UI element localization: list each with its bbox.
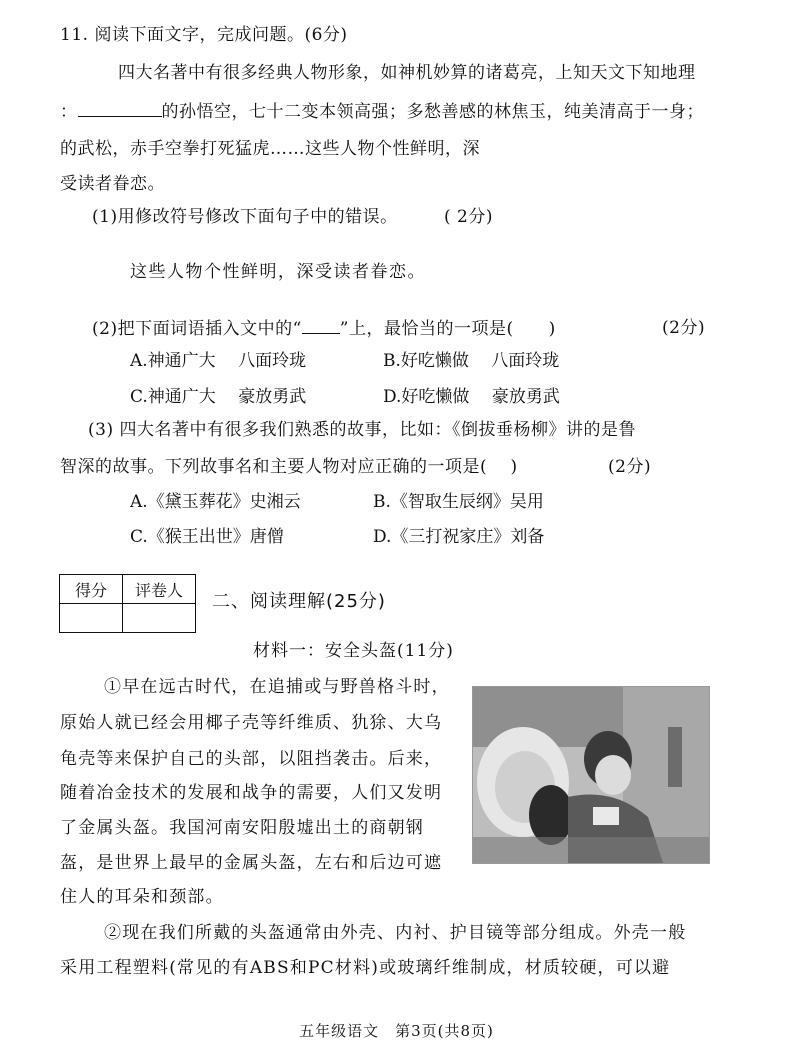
sub3-option-d[interactable]: D.《三打祝家庄》刘备 [373,527,545,547]
sub1-points: ( 2分) [444,207,493,227]
material-para-1-line-6: 盔，是世界上最早的金属头盔，左右和后边可遮 [60,853,443,873]
fill-blank-2[interactable] [302,317,340,334]
grader-cell[interactable] [123,604,196,633]
sub2-prompt-a: (2)把下面词语插入文中的“ [92,319,302,339]
sub3-option-b[interactable]: B.《智取生辰纲》吴用 [373,492,544,512]
sub2-prompt-b: ”上，最恰当的一项是( ) [339,319,556,339]
helmet-photo-illustration [473,687,709,863]
page-footer: 五年级语文 第3页(共8页) [299,1022,494,1040]
material-para-2-line-1: ②现在我们所戴的头盔通常由外壳、内衬、护目镜等部分组成。外壳一般 [104,923,687,943]
fill-blank-1[interactable] [78,100,162,117]
material-para-1-line-3: 龟壳等来保护自己的头部，以阻挡袭击。后来， [60,749,443,769]
q11-para-line-2-prefix: ： [60,102,78,122]
sub2-points: (2分) [662,318,706,338]
sub3-option-c[interactable]: C.《猴王出世》唐僧 [130,527,284,547]
sub2-option-a[interactable]: A.神通广大 八面玲珑 [130,351,307,371]
material-para-1-line-4: 随着冶金技术的发展和战争的需要，人们又发明 [60,783,443,803]
q11-para-line-3: 的武松，赤手空拳打死猛虎……这些人物个性鲜明，深 [60,139,480,159]
sub2-option-c[interactable]: C.神通广大 豪放勇武 [130,387,307,407]
material-para-1-line-7: 住人的耳朵和颈部。 [60,887,224,907]
sub2-option-b[interactable]: B.好吃懒做 八面玲珑 [383,351,560,371]
score-header: 得分 [60,575,123,604]
material-para-2-line-2: 采用工程塑料(常见的有ABS和PC材料)或玻璃纤维制成，材质较硬，可以避 [60,958,671,978]
sub1-prompt: (1)用修改符号修改下面句子中的错误。 [92,207,398,227]
sub3-line-1: (3) 四大名著中有很多我们熟悉的故事，比如：《倒拔垂杨柳》讲的是鲁 [88,420,636,440]
material-1-title: 材料一：安全头盔(11分) [253,641,454,661]
sub3-line-2: 智深的故事。下列故事名和主要人物对应正确的一项是( ) [60,457,518,477]
q11-para-line-2-suffix: 的孙悟空，七十二变本领高强；多愁善感的林焦玉，纯美清高于一身； [161,102,704,122]
sub1-sentence: 这些人物个性鲜明，深受读者眷恋。 [130,262,426,282]
material-para-1-line-1: ①早在远古时代，在追捕或与野兽格斗时， [104,677,450,697]
score-cell[interactable] [60,604,123,633]
sub3-points: (2分) [608,457,652,477]
sub2-prompt [92,317,556,340]
grader-header: 评卷人 [123,575,196,604]
sub3-option-a[interactable]: A.《黛玉葬花》史湘云 [130,492,301,512]
q11-para-line-1: 四大名著中有很多经典人物形象，如神机妙算的诸葛亮，上知天文下知地理 [118,63,696,83]
score-table [59,574,196,633]
q11-para-line-2 [60,100,704,123]
helmet-photo [472,686,710,864]
material-para-1-line-2: 原始人就已经会用椰子壳等纤维质、犰狳、大乌 [60,713,443,733]
sub2-option-d[interactable]: D.好吃懒做 豪放勇武 [383,387,560,407]
section-2-title: 二、阅读理解(25分) [212,591,386,612]
q11-para-line-4: 受读者眷恋。 [60,174,165,194]
question-11-header: 11. 阅读下面文字，完成问题。(6分) [60,25,348,45]
material-para-1-line-5: 了金属头盔。我国河南安阳殷墟出土的商朝钢 [60,818,424,838]
